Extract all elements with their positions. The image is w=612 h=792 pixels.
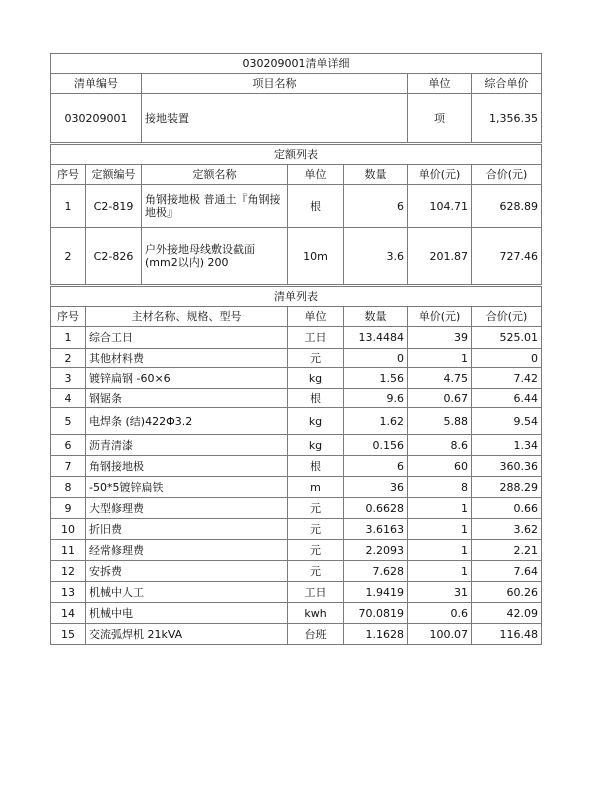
row-unit: 根 xyxy=(288,185,344,228)
col-header-unit: 单位 xyxy=(288,307,344,327)
row-total: 116.48 xyxy=(472,624,542,645)
row-qty: 0.6628 xyxy=(344,498,408,519)
item-name: 接地装置 xyxy=(142,94,408,143)
row-total: 288.29 xyxy=(472,477,542,498)
row-total: 2.21 xyxy=(472,540,542,561)
row-qty: 70.0819 xyxy=(344,603,408,624)
row-unit: 工日 xyxy=(288,582,344,603)
item-price: 1,356.35 xyxy=(472,94,542,143)
row-no: 11 xyxy=(51,540,86,561)
material-table-title: 清单列表 xyxy=(51,287,542,307)
row-unit-price: 1 xyxy=(408,561,472,582)
row-material-name: 镀锌扁钢 -60×6 xyxy=(86,368,288,389)
table-row xyxy=(51,582,542,603)
row-no: 10 xyxy=(51,519,86,540)
row-unit: 元 xyxy=(288,561,344,582)
row-material-name: 沥青清漆 xyxy=(86,435,288,456)
col-header-total: 合价(元) xyxy=(472,307,542,327)
col-header-quota-name: 定额名称 xyxy=(142,165,288,185)
row-unit: m xyxy=(288,477,344,498)
row-total: 525.01 xyxy=(472,327,542,349)
row-no: 2 xyxy=(51,228,86,285)
col-header-code: 清单编号 xyxy=(51,74,142,94)
row-unit-price: 5.88 xyxy=(408,408,472,435)
row-unit-price: 8 xyxy=(408,477,472,498)
col-header-name: 项目名称 xyxy=(142,74,408,94)
row-material-name: 电焊条 (结)422Φ3.2 xyxy=(86,408,288,435)
row-material-name: 综合工日 xyxy=(86,327,288,349)
row-no: 3 xyxy=(51,368,86,389)
row-unit-price: 100.07 xyxy=(408,624,472,645)
row-no: 4 xyxy=(51,389,86,408)
row-no: 1 xyxy=(51,185,86,228)
row-total: 7.42 xyxy=(472,368,542,389)
row-qty: 6 xyxy=(344,185,408,228)
row-unit: 元 xyxy=(288,540,344,561)
row-no: 14 xyxy=(51,603,86,624)
quota-table xyxy=(50,144,542,285)
row-no: 8 xyxy=(51,477,86,498)
row-material-name: -50*5镀锌扁铁 xyxy=(86,477,288,498)
row-unit: kwh xyxy=(288,603,344,624)
row-qty: 1.62 xyxy=(344,408,408,435)
table-row xyxy=(51,435,542,456)
row-unit: 台班 xyxy=(288,624,344,645)
row-qty: 7.628 xyxy=(344,561,408,582)
row-material-name: 钢锯条 xyxy=(86,389,288,408)
row-no: 5 xyxy=(51,408,86,435)
row-qty: 1.9419 xyxy=(344,582,408,603)
col-header-unit: 单位 xyxy=(408,74,472,94)
row-material-name: 折旧费 xyxy=(86,519,288,540)
row-qty: 0 xyxy=(344,349,408,368)
col-header-unit-price: 单价(元) xyxy=(408,307,472,327)
row-total: 0 xyxy=(472,349,542,368)
row-unit-price: 1 xyxy=(408,519,472,540)
row-qty: 3.6163 xyxy=(344,519,408,540)
material-table xyxy=(50,286,542,645)
table-row xyxy=(51,477,542,498)
table-row xyxy=(51,498,542,519)
row-total: 6.44 xyxy=(472,389,542,408)
row-unit-price: 8.6 xyxy=(408,435,472,456)
row-total: 0.66 xyxy=(472,498,542,519)
row-material-name: 机械中电 xyxy=(86,603,288,624)
row-unit-price: 0.67 xyxy=(408,389,472,408)
row-no: 1 xyxy=(51,327,86,349)
row-qty: 1.1628 xyxy=(344,624,408,645)
row-quota-name: 户外接地母线敷设截面(mm2以内) 200 xyxy=(142,228,288,285)
row-total: 727.46 xyxy=(472,228,542,285)
col-header-material-name: 主材名称、规格、型号 xyxy=(86,307,288,327)
row-qty: 0.156 xyxy=(344,435,408,456)
table-row xyxy=(51,456,542,477)
table-row xyxy=(51,624,542,645)
row-quota-code: C2-819 xyxy=(86,185,142,228)
row-total: 7.64 xyxy=(472,561,542,582)
row-unit: 元 xyxy=(288,349,344,368)
row-unit: 10m xyxy=(288,228,344,285)
row-no: 13 xyxy=(51,582,86,603)
row-quota-code: C2-826 xyxy=(86,228,142,285)
item-unit: 项 xyxy=(408,94,472,143)
row-unit: kg xyxy=(288,408,344,435)
row-material-name: 机械中人工 xyxy=(86,582,288,603)
table-row xyxy=(51,540,542,561)
item-summary-table xyxy=(50,53,542,143)
row-qty: 9.6 xyxy=(344,389,408,408)
row-unit: 根 xyxy=(288,389,344,408)
row-unit-price: 1 xyxy=(408,349,472,368)
quota-table-title: 定额列表 xyxy=(51,145,542,165)
row-material-name: 其他材料费 xyxy=(86,349,288,368)
col-header-unit: 单位 xyxy=(288,165,344,185)
row-unit: 元 xyxy=(288,498,344,519)
row-no: 9 xyxy=(51,498,86,519)
col-header-qty: 数量 xyxy=(344,307,408,327)
row-unit: kg xyxy=(288,368,344,389)
row-no: 7 xyxy=(51,456,86,477)
table-row xyxy=(51,519,542,540)
row-no: 6 xyxy=(51,435,86,456)
table-row xyxy=(51,408,542,435)
row-qty: 13.4484 xyxy=(344,327,408,349)
row-no: 15 xyxy=(51,624,86,645)
row-qty: 1.56 xyxy=(344,368,408,389)
row-unit-price: 39 xyxy=(408,327,472,349)
table-row xyxy=(51,349,542,368)
row-total: 1.34 xyxy=(472,435,542,456)
row-unit-price: 4.75 xyxy=(408,368,472,389)
table-row xyxy=(51,561,542,582)
row-total: 42.09 xyxy=(472,603,542,624)
row-total: 628.89 xyxy=(472,185,542,228)
col-header-qty: 数量 xyxy=(344,165,408,185)
row-material-name: 交流弧焊机 21kVA xyxy=(86,624,288,645)
row-unit-price: 201.87 xyxy=(408,228,472,285)
row-total: 3.62 xyxy=(472,519,542,540)
row-qty: 6 xyxy=(344,456,408,477)
row-unit: kg xyxy=(288,435,344,456)
col-header-no: 序号 xyxy=(51,165,86,185)
row-material-name: 安拆费 xyxy=(86,561,288,582)
table-row xyxy=(51,185,542,228)
row-material-name: 经常修理费 xyxy=(86,540,288,561)
col-header-quota-code: 定额编号 xyxy=(86,165,142,185)
row-total: 9.54 xyxy=(472,408,542,435)
row-total: 60.26 xyxy=(472,582,542,603)
table-row xyxy=(51,389,542,408)
row-no: 2 xyxy=(51,349,86,368)
row-unit: 元 xyxy=(288,519,344,540)
col-header-unit-price: 单价(元) xyxy=(408,165,472,185)
col-header-price: 综合单价 xyxy=(472,74,542,94)
row-unit-price: 1 xyxy=(408,540,472,561)
row-qty: 3.6 xyxy=(344,228,408,285)
row-unit-price: 104.71 xyxy=(408,185,472,228)
row-unit-price: 1 xyxy=(408,498,472,519)
row-unit-price: 0.6 xyxy=(408,603,472,624)
row-quota-name: 角钢接地极 普通土『角钢接地极』 xyxy=(142,185,288,228)
table-row xyxy=(51,327,542,349)
row-material-name: 角钢接地极 xyxy=(86,456,288,477)
row-material-name: 大型修理费 xyxy=(86,498,288,519)
row-unit-price: 60 xyxy=(408,456,472,477)
col-header-total: 合价(元) xyxy=(472,165,542,185)
row-unit: 根 xyxy=(288,456,344,477)
row-qty: 36 xyxy=(344,477,408,498)
col-header-no: 序号 xyxy=(51,307,86,327)
table-row xyxy=(51,603,542,624)
row-qty: 2.2093 xyxy=(344,540,408,561)
row-no: 12 xyxy=(51,561,86,582)
row-unit-price: 31 xyxy=(408,582,472,603)
item-code: 030209001 xyxy=(51,94,142,143)
item-summary-title: 030209001清单详细 xyxy=(51,54,542,74)
table-row xyxy=(51,368,542,389)
row-unit: 工日 xyxy=(288,327,344,349)
table-row xyxy=(51,228,542,285)
row-total: 360.36 xyxy=(472,456,542,477)
